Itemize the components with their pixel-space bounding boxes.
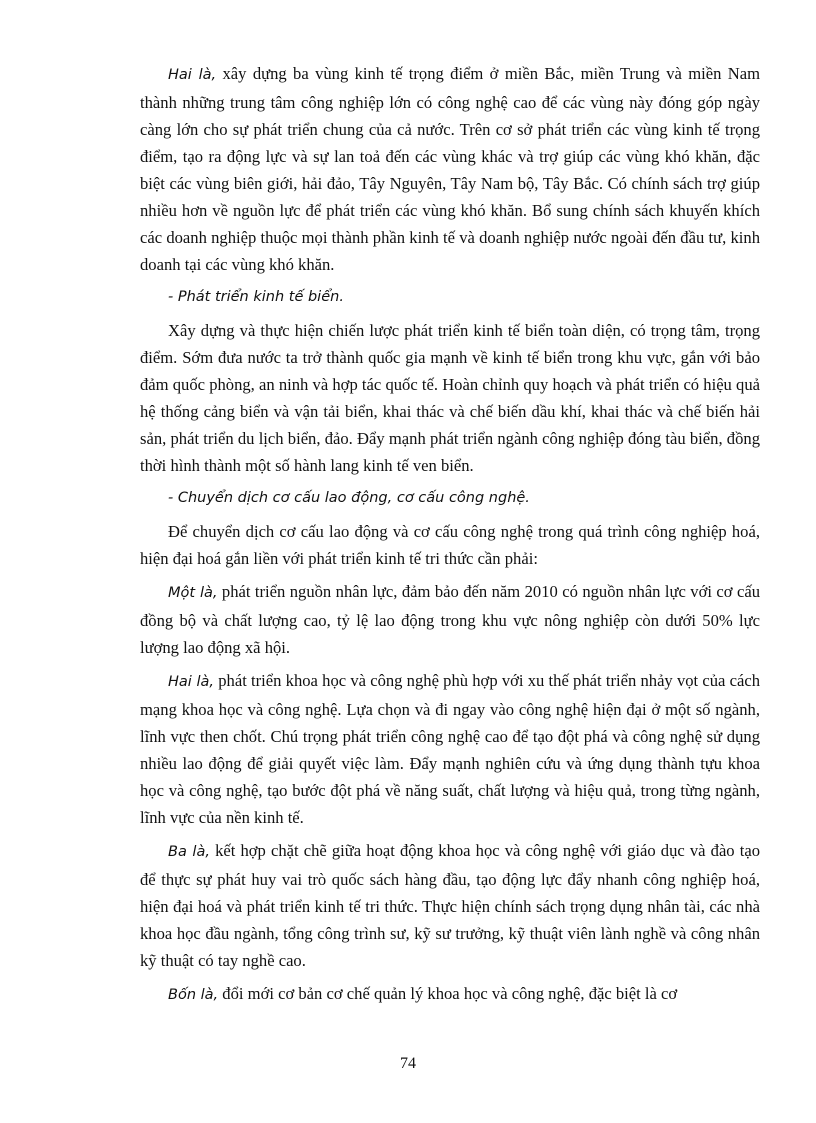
- paragraph-bon-la: [140, 980, 760, 1009]
- document-body: [140, 60, 760, 1009]
- paragraph-lead: Hai là,: [168, 67, 217, 83]
- paragraph-lead: Một là,: [168, 585, 218, 601]
- paragraph-ba-la: [140, 837, 760, 974]
- paragraph-text: kết hợp chặt chẽ giữa hoạt động khoa học và công nghệ với giáo dục và đào tạo để thực sự phát huy vai trò quốc sách hàng đầu, tạo động lực đẩy nhanh công nghiệp hoá, hiện đại hoá và phát triển kinh tế tri thức. Thực hiện chính sách trọng dụng nhân tài, các nhà khoa học đầu ngành, tổng công trình sư, kỹ sư trưởng, kỹ thuật viên lành nghề và công nhân kỹ thuật có tay nghề cao.: [140, 841, 760, 970]
- paragraph-text: phát triển khoa học và công nghệ phù hợp với xu thế phát triển nhảy vọt của cách mạng khoa học và công nghệ. Lựa chọn và đi ngay vào công nghệ hiện đại ở một số ngành, lĩnh vực then chốt. Chú trọng phát triển công nghệ cao để tạo đột phá và công nghệ sử dụng nhiều lao động để giải quyết việc làm. Đẩy mạnh nghiên cứu và ứng dụng thành tựu khoa học và công nghệ, tạo bước đột phá về năng suất, chất lượng và hiệu quả, trong từng ngành, lĩnh vực của nền kinh tế.: [140, 671, 761, 827]
- paragraph-hai-la-regions: [140, 60, 760, 278]
- paragraph-lead: Bốn là,: [168, 987, 219, 1003]
- paragraph-text: xây dựng ba vùng kinh tế trọng điểm ở miền Bắc, miền Trung và miền Nam thành những trung tâm công nghiệp lớn có công nghệ cao để các vùng này đóng góp ngày càng lớn cho sự phát triển chung của cả nước. Trên cơ sở phát triển các vùng kinh tế trọng điểm, tạo ra động lực và sự lan toả đến các vùng khác và trợ giúp các vùng khó khăn, đặc biệt các vùng biên giới, hải đảo, Tây Nguyên, Tây Nam bộ, Tây Bắc. Có chính sách trợ giúp nhiều hơn về nguồn lực để phát triển các vùng khó khăn. Bổ sung chính sách khuyến khích các doanh nghiệp thuộc mọi thành phần kinh tế và doanh nghiệp nước ngoài đến đầu tư, kinh doanh tại các vùng khó khăn.: [140, 64, 760, 274]
- paragraph-mot-la: [140, 578, 760, 661]
- paragraph-text: phát triển nguồn nhân lực, đảm bảo đến năm 2010 có nguồn nhân lực với cơ cấu đồng bộ và chất lượng cao, tỷ lệ lao động trong khu vực nông nghiệp còn dưới 50% lực lượng lao động xã hội.: [140, 582, 760, 657]
- paragraph-marine-strategy: Xây dựng và thực hiện chiến lược phát triển kinh tế biển toàn diện, có trọng tâm, trọng điểm. Sớm đưa nước ta trở thành quốc gia mạnh về kinh tế biển trong khu vực, gắn với bảo đảm quốc phòng, an ninh và hợp tác quốc tế. Hoàn chỉnh quy hoạch và phát triển có hiệu quả hệ thống cảng biển và vận tải biển, khai thác và chế biến dầu khí, khai thác và chế biến hải sản, phát triển du lịch biển, đảo. Đẩy mạnh phát triển ngành công nghiệp đóng tàu biển, đồng thời hình thành một số hành lang kinh tế ven biển.: [140, 321, 760, 475]
- paragraph-lead: Ba là,: [168, 844, 210, 860]
- paragraph-text: đổi mới cơ bản cơ chế quản lý khoa học và công nghệ, đặc biệt là cơ: [218, 984, 678, 1003]
- paragraph-lead: Hai là,: [168, 674, 215, 690]
- paragraph-hai-la-science: [140, 667, 760, 831]
- section-heading-labor-structure: - Chuyển dịch cơ cấu lao động, cơ cấu công nghệ.: [168, 490, 530, 506]
- page-number: 74: [400, 1055, 416, 1072]
- section-heading-marine-economy: - Phát triển kinh tế biển.: [168, 289, 344, 305]
- paragraph-labor-intro: Để chuyển dịch cơ cấu lao động và cơ cấu công nghệ trong quá trình công nghiệp hoá, hiện đại hoá gắn liền với phát triển kinh tế tri thức cần phải:: [140, 522, 760, 568]
